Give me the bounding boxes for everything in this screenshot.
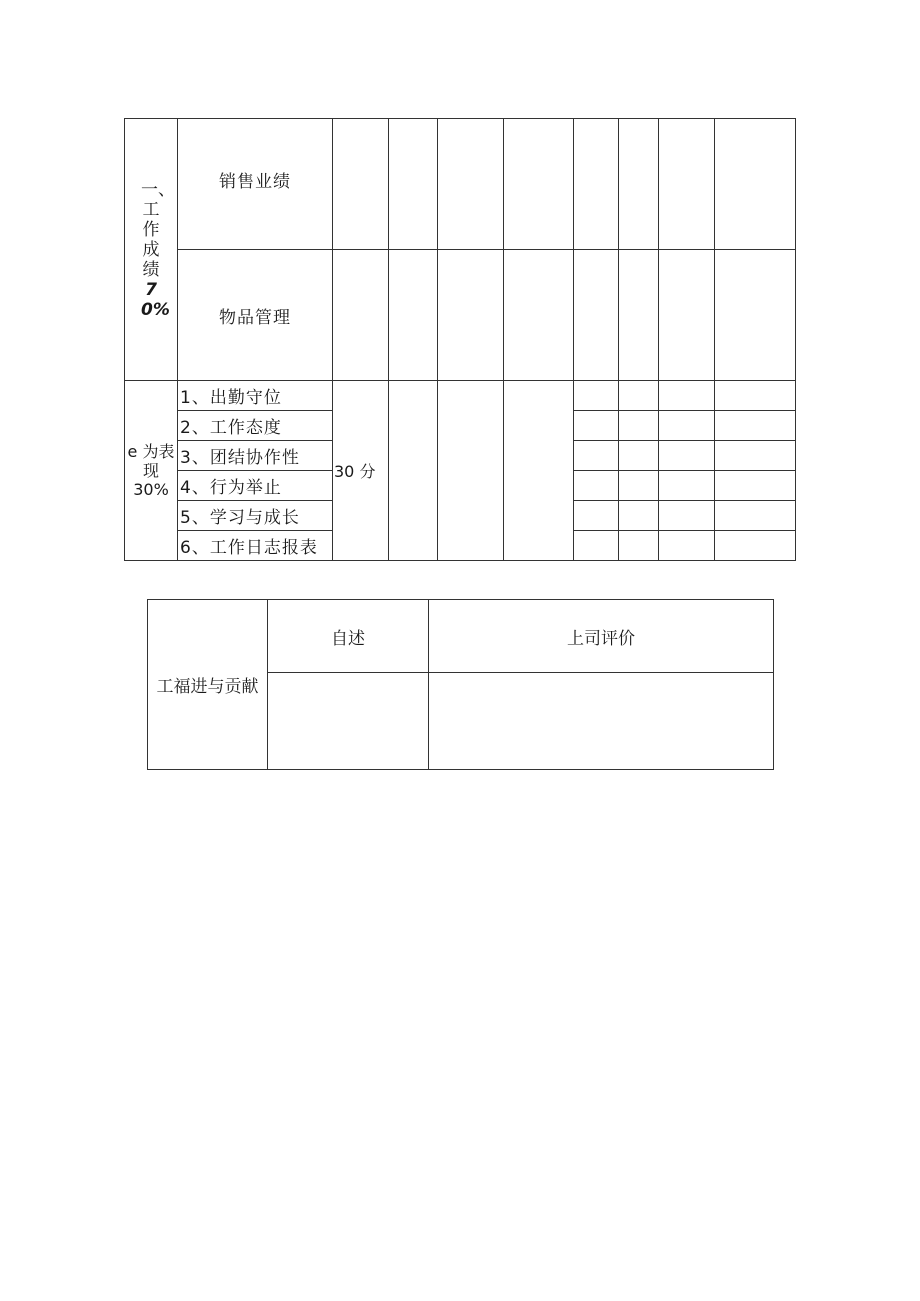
cell[interactable] bbox=[659, 411, 715, 441]
cell[interactable] bbox=[389, 250, 438, 381]
contribution-table bbox=[147, 599, 774, 770]
cell[interactable] bbox=[659, 471, 715, 501]
cell[interactable] bbox=[574, 501, 619, 531]
table-row bbox=[125, 381, 796, 411]
cell[interactable] bbox=[504, 119, 574, 250]
item-conduct bbox=[178, 471, 333, 501]
cell[interactable] bbox=[574, 531, 619, 561]
contribution-row-label bbox=[148, 600, 268, 770]
cell[interactable] bbox=[715, 411, 796, 441]
item-label: 5、学习与成长 bbox=[180, 508, 300, 528]
section-percent: 70% bbox=[141, 279, 170, 320]
cell[interactable] bbox=[574, 411, 619, 441]
section-label-text: 一、工作成绩 bbox=[141, 179, 175, 280]
cell[interactable] bbox=[504, 381, 574, 561]
behavior-section-label bbox=[125, 381, 178, 561]
section-label-line1: e 为表 bbox=[127, 442, 175, 461]
column-header-supervisor bbox=[429, 600, 774, 673]
section-percent: 30% bbox=[133, 480, 169, 499]
cell[interactable] bbox=[619, 250, 659, 381]
cell[interactable] bbox=[715, 119, 796, 250]
table-row bbox=[125, 119, 796, 250]
evaluation-table bbox=[124, 118, 796, 561]
cell[interactable] bbox=[333, 119, 389, 250]
behavior-score bbox=[333, 381, 389, 561]
item-work-attitude bbox=[178, 411, 333, 441]
cell[interactable] bbox=[438, 250, 504, 381]
item-learning-growth bbox=[178, 501, 333, 531]
header-text: 上司评价 bbox=[567, 628, 635, 649]
supervisor-evaluation-cell[interactable] bbox=[429, 673, 774, 770]
cell[interactable] bbox=[659, 119, 715, 250]
row-label-text: 工福进与贡献 bbox=[156, 677, 259, 697]
score-text: 30 分 bbox=[334, 462, 376, 481]
cell[interactable] bbox=[619, 119, 659, 250]
cell[interactable] bbox=[574, 471, 619, 501]
cell[interactable] bbox=[619, 501, 659, 531]
item-sales-performance bbox=[178, 119, 333, 250]
cell[interactable] bbox=[715, 381, 796, 411]
item-label: 4、行为举止 bbox=[180, 478, 282, 498]
cell[interactable] bbox=[574, 119, 619, 250]
cell[interactable] bbox=[715, 531, 796, 561]
cell[interactable] bbox=[619, 471, 659, 501]
work-performance-section-label bbox=[125, 119, 178, 381]
cell[interactable] bbox=[389, 119, 438, 250]
cell[interactable] bbox=[574, 441, 619, 471]
cell[interactable] bbox=[619, 531, 659, 561]
cell[interactable] bbox=[715, 501, 796, 531]
header-text: 自述 bbox=[331, 628, 365, 649]
table-row bbox=[125, 250, 796, 381]
item-label: 1、出勤守位 bbox=[180, 388, 282, 408]
cell[interactable] bbox=[438, 381, 504, 561]
item-work-log bbox=[178, 531, 333, 561]
item-attendance bbox=[178, 381, 333, 411]
cell[interactable] bbox=[574, 250, 619, 381]
cell[interactable] bbox=[715, 441, 796, 471]
item-label: 2、工作态度 bbox=[180, 418, 282, 438]
item-label: 6、工作日志报表 bbox=[180, 538, 318, 558]
section-label-line2: 现 bbox=[142, 461, 159, 480]
cell[interactable] bbox=[619, 441, 659, 471]
column-header-self bbox=[268, 600, 429, 673]
cell[interactable] bbox=[574, 381, 619, 411]
cell[interactable] bbox=[659, 501, 715, 531]
cell[interactable] bbox=[659, 531, 715, 561]
item-label: 销售业绩 bbox=[219, 171, 291, 192]
cell[interactable] bbox=[715, 250, 796, 381]
table-row bbox=[148, 600, 774, 673]
cell[interactable] bbox=[619, 411, 659, 441]
item-label: 物品管理 bbox=[219, 307, 291, 328]
cell[interactable] bbox=[659, 250, 715, 381]
cell[interactable] bbox=[504, 250, 574, 381]
cell[interactable] bbox=[389, 381, 438, 561]
cell[interactable] bbox=[438, 119, 504, 250]
cell[interactable] bbox=[619, 381, 659, 411]
cell[interactable] bbox=[659, 441, 715, 471]
item-teamwork bbox=[178, 441, 333, 471]
self-statement-cell[interactable] bbox=[268, 673, 429, 770]
cell[interactable] bbox=[333, 250, 389, 381]
item-goods-management bbox=[178, 250, 333, 381]
item-label: 3、团结协作性 bbox=[180, 448, 300, 468]
cell[interactable] bbox=[715, 471, 796, 501]
cell[interactable] bbox=[659, 381, 715, 411]
